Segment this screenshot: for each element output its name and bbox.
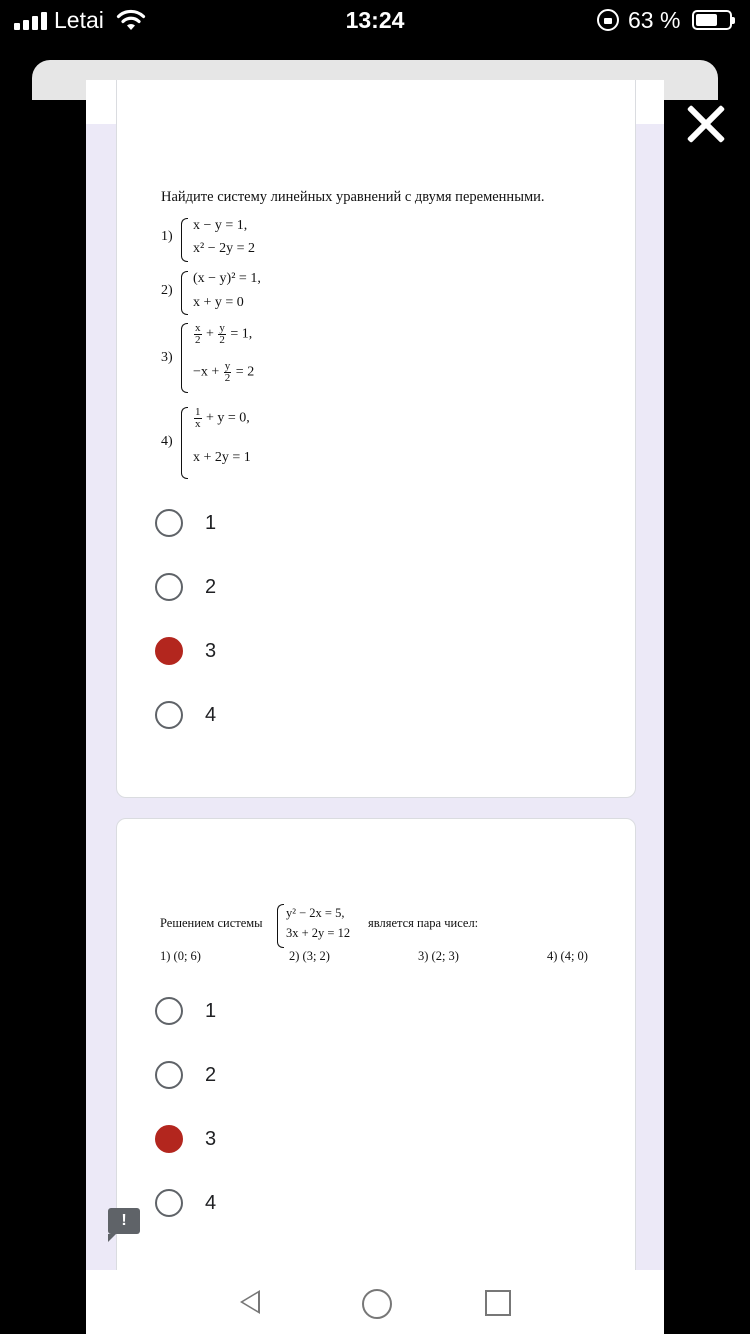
option-label: 2 [205,1063,217,1086]
option-label: 2 [205,575,217,598]
answer-choice: 4) (4; 0) [547,949,588,963]
option-1[interactable] [155,993,455,1029]
recent-apps-icon[interactable] [485,1290,511,1316]
close-button[interactable] [684,102,728,146]
option-2[interactable] [155,1057,455,1093]
radio-button[interactable] [155,509,183,537]
option-label: 3 [205,639,217,662]
answer-choice: 1) (0; 6) [160,949,201,963]
option-label: 1 [205,999,217,1022]
equation: x + y = 0 [193,295,244,310]
option-4[interactable] [155,697,455,733]
brace [181,271,188,315]
feedback-icon[interactable]: ! [108,1208,140,1234]
option-4[interactable] [155,1185,455,1221]
option-3[interactable] [155,1121,455,1157]
equation: x² − 2y = 2 [193,241,255,256]
answer-choice: 3) (2; 3) [418,949,459,963]
system-number: 3) [161,350,173,365]
system-number: 1) [161,229,173,244]
system-4 [161,407,361,477]
option-label: 4 [205,703,217,726]
radio-button-selected[interactable] [155,637,183,665]
home-icon[interactable] [362,1289,392,1319]
equation: 3x + 2y = 12 [286,926,351,940]
brace [181,323,188,393]
question-card-2 [116,818,636,1290]
equation: (x − y)² = 1, [193,271,261,286]
radio-button[interactable] [155,1061,183,1089]
option-3[interactable] [155,633,455,669]
equation: x + 2y = 1 [193,450,251,465]
question-card-1 [116,80,636,798]
android-navigation-bar [86,1270,664,1334]
battery-icon [692,10,732,30]
system-2 [161,271,361,315]
option-2[interactable] [155,569,455,605]
ios-clock: 13:24 [345,7,405,33]
system-3 [161,323,361,393]
rotation-lock-icon [597,9,619,31]
question-1-prompt: Найдите систему линейных уравнений с двумя переменными. [161,189,545,205]
radio-button[interactable] [155,701,183,729]
answer-choice: 2) (3; 2) [289,949,330,963]
battery-percent: 63 % [628,7,681,33]
option-label: 4 [205,1191,217,1214]
system-number: 4) [161,434,173,449]
question-2-suffix: является пара чисел: [368,916,479,930]
phone-screenshot [86,80,664,1334]
ios-status-bar [0,0,750,44]
equation: x − y = 1, [193,218,248,233]
equation: −x + $\frac{y}{2}$ = 2 [193,360,255,384]
brace [181,407,188,479]
brace [181,218,188,262]
option-1[interactable] [155,505,455,541]
carrier-name: Letai [54,7,104,33]
radio-button-selected[interactable] [155,1125,183,1153]
system-number: 2) [161,283,173,298]
radio-button[interactable] [155,573,183,601]
option-label: 1 [205,511,217,534]
option-label: 3 [205,1127,217,1150]
radio-button[interactable] [155,1189,183,1217]
equation: $\frac{x}{2}$ + $\frac{y}{2}$ = 1, [195,322,253,346]
back-icon[interactable] [240,1290,260,1314]
radio-button[interactable] [155,997,183,1025]
equation: $\frac{1}{x}$ + y = 0, [195,406,250,430]
system-1 [161,218,361,262]
question-2-prefix: Решением системы [160,916,263,930]
brace [277,904,284,948]
equation: y² − 2x = 5, [286,906,345,920]
